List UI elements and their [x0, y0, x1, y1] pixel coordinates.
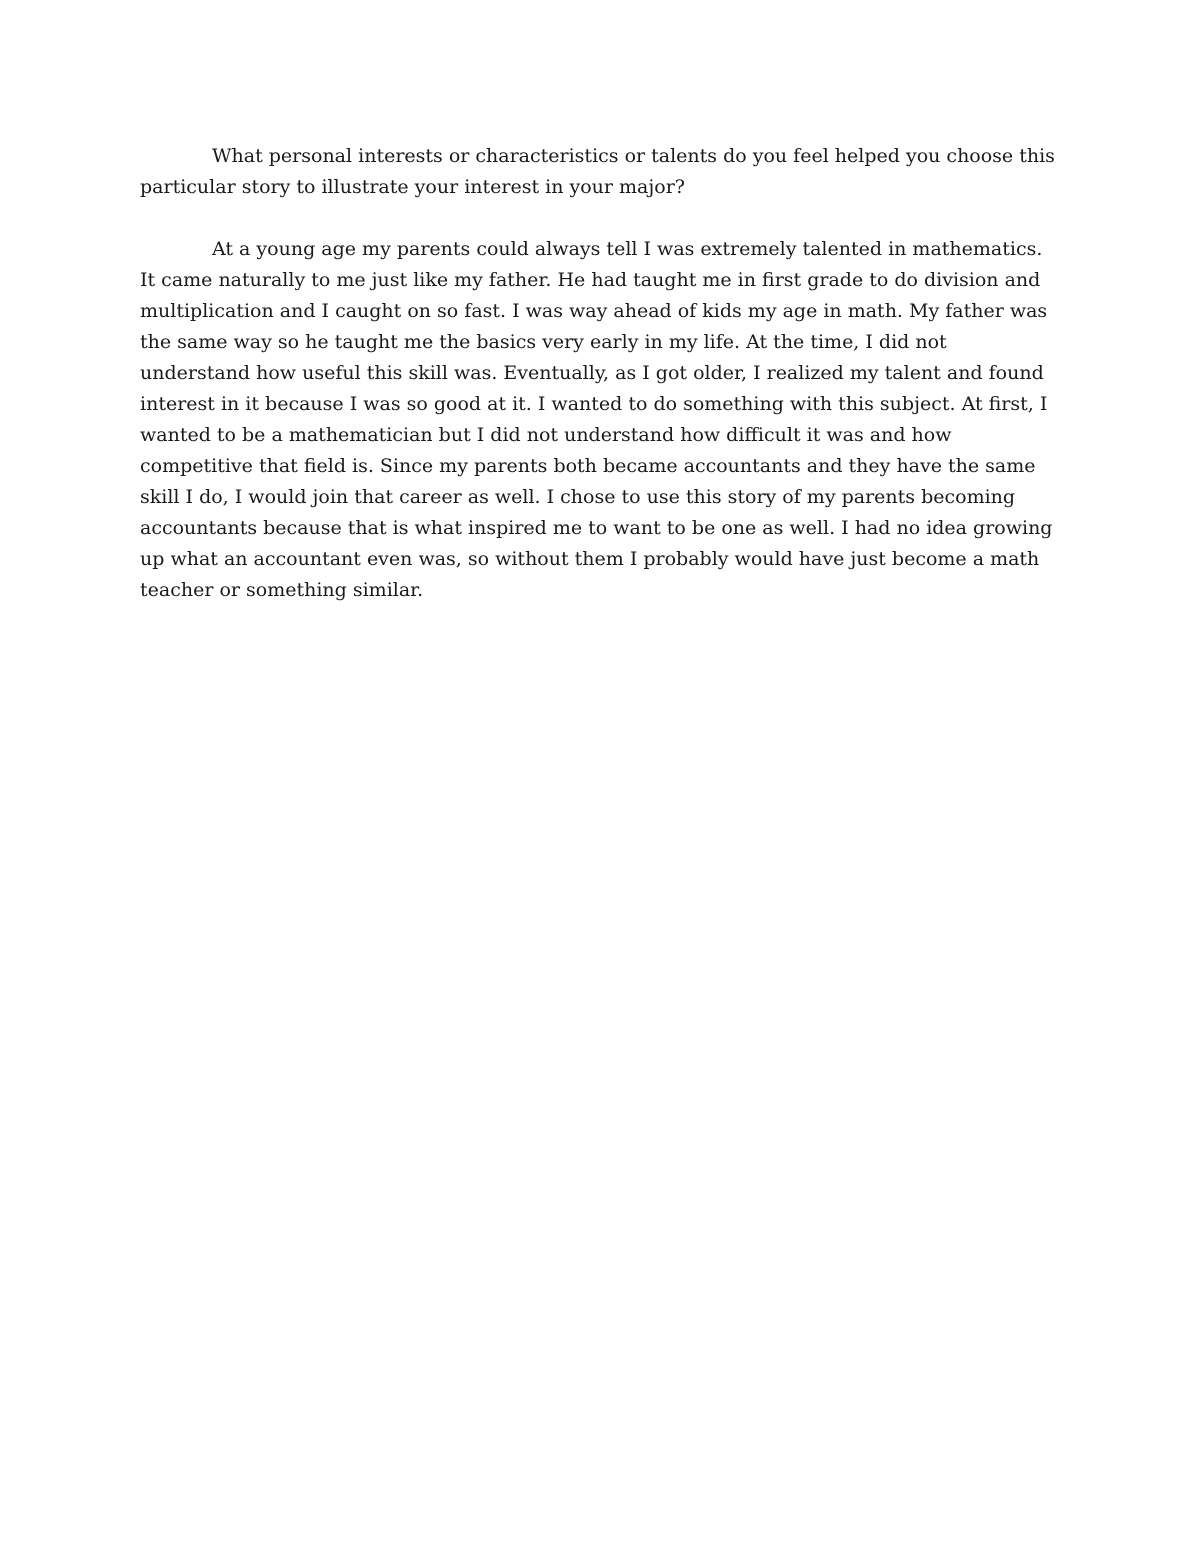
question-paragraph: What personal interests or characteristics or talents do you feel helped you choose this particular story to illustrate your interest in your major?: [140, 145, 1055, 198]
document-body: [140, 141, 1060, 606]
answer-paragraph: At a young age my parents could always tell I was extremely talented in mathematics. It came naturally to me just like my father. He had taught me in first grade to do division and multiplication and I caught on so fast. I was way ahead of kids my age in math. My father was the same way so he taught me the basics very early in my life. At the time, I did not understand how useful this skill was. Eventually, as I got older, I realized my talent and found interest in it because I was so good at it. I wanted to do something with this subject. At first, I wanted to be a mathematician but I did not understand how difficult it was and how competitive that field is. Since my parents both became accountants and they have the same skill I do, I would join that career as well. I chose to use this story of my parents becoming accountants because that is what inspired me to want to be one as well. I had no idea growing up what an accountant even was, so without them I probably would have just become a math teacher or something similar.: [140, 238, 1053, 601]
